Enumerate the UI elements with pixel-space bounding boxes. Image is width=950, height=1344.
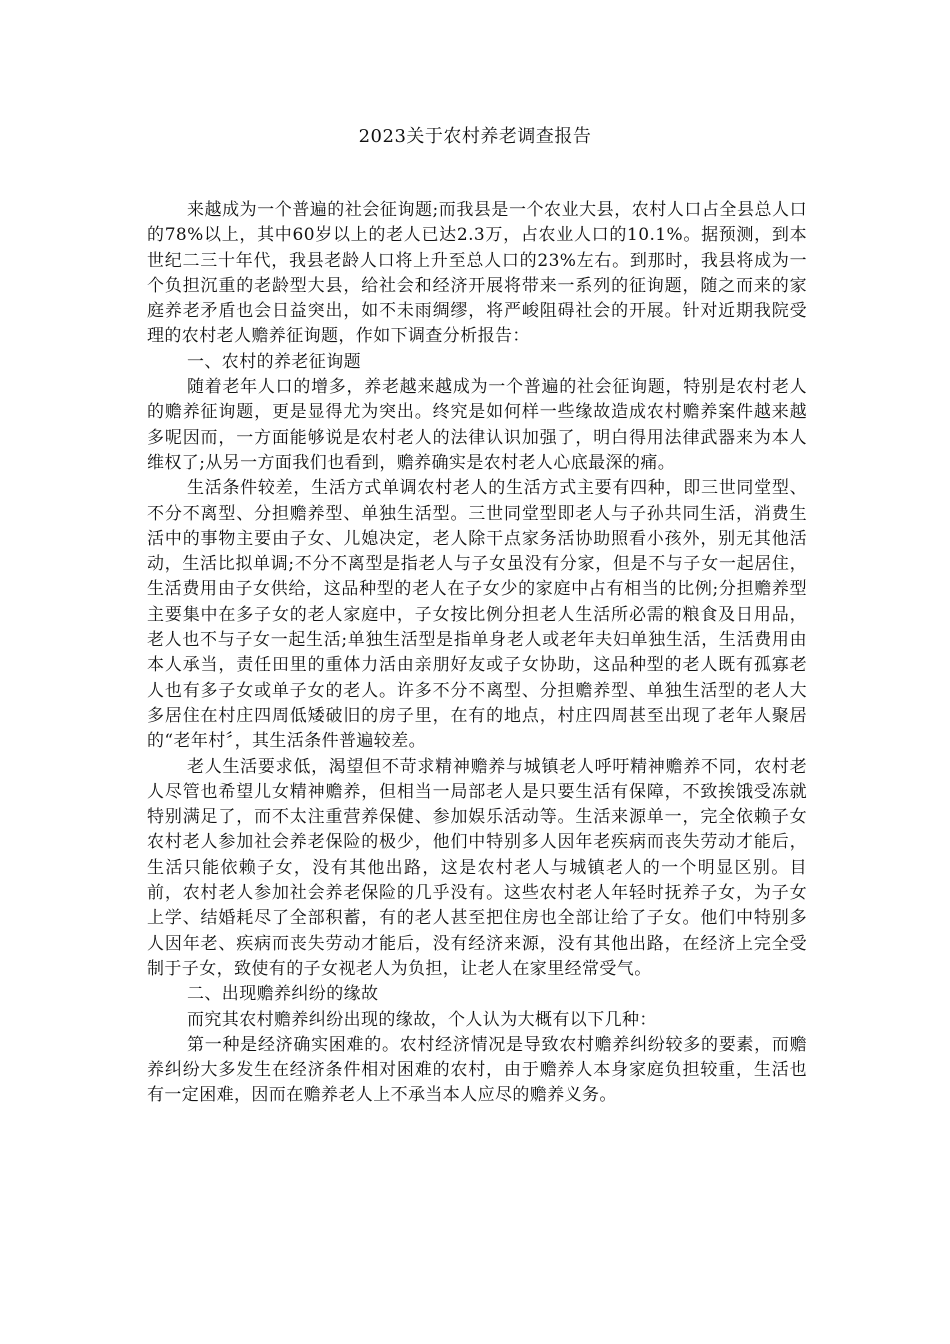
paragraph-low-requirements: 老人生活要求低，渴望但不苛求精神赡养与城镇老人呼吁精神赡养不同，农村老人尽管也希望儿女精神赡养，但相当一局部老人是只要生活有保障，不致挨饿受冻就特别满足了，而不太注重营养保健、参加娱乐活动等。生活来源单一，完全依赖子女农村老人参加社会养老保险的极少，他们中特别多人因年老疾病而丧失劳动才能后，生活只能依赖子女，没有其他出路，这是农村老人与城镇老人的一个明显区别。目前，农村老人参加社会养老保险的几乎没有。这些农村老人年轻时抚养子女，为子女上学、结婚耗尽了全部积蓄，有的老人甚至把住房也全部让给了子女。他们中特别多人因年老、疾病而丧失劳动才能后，没有经济来源，没有其他出路，在经济上完全受制于子女，致使有的子女视老人为负担，让老人在家里经常受气。 — [147, 756, 807, 979]
paragraph-intro: 来越成为一个普遍的社会征询题;而我县是一个农业大县，农村人口占全县总人口的78%以上，其中60岁以上的老人已达2.3万，占农业人口的10.1%。据预测，到本世纪二三十年代，我县老龄人口将上升至总人口的23%左右。到那时，我县将成为一个负担沉重的老龄型大县，给社会和经济开展将带来一系列的征询题，随之而来的家庭养老矛盾也会日益突出，如不未雨绸缪，将严峻阻碍社会的开展。针对近期我院受理的农村老人赡养征询题，作如下调查分析报告： — [147, 200, 807, 347]
paragraph-first-cause: 第一种是经济确实困难的。农村经济情况是导致农村赡养纠纷较多的要素，而赡养纠纷大多发生在经济条件相对困难的农村，由于赡养人本身家庭负担较重，生活也有一定困难，因而在赡养老人上不承当本人应尽的赡养义务。 — [147, 1034, 807, 1106]
document-title: 2023关于农村养老调查报告 — [358, 126, 592, 147]
document-body — [147, 198, 807, 1109]
paragraph-living-conditions: 生活条件较差，生活方式单调农村老人的生活方式主要有四种，即三世同堂型、不分不离型、分担赡养型、单独生活型。三世同堂型即老人与子孙共同生活，消费生活中的事物主要由子女、儿媳决定，老人除干点家务活协助照看小孩外，别无其他活动，生活比拟单调;不分不离型是指老人与子女虽没有分家，但是不与子女一起居住，生活费用由子女供给，这品种型的老人在子女少的家庭中占有相当的比例;分担赡养型主要集中在多子女的老人家庭中，子女按比例分担老人生活所必需的粮食及日用品，老人也不与子女一起生活;单独生活型是指单身老人或老年夫妇单独生活，生活费用由本人承当，责任田里的重体力活由亲朋好友或子女协助，这品种型的老人既有孤寡老人也有多子女或单子女的老人。许多不分不离型、分担赡养型、单独生活型的老人大多居住在村庄四周低矮破旧的房子里，在有的地点，村庄四周甚至出现了老年人聚居的“老年村〞，其生活条件普遍较差。 — [147, 478, 807, 752]
paragraph-elderly-growth: 随着老年人口的增多，养老越来越成为一个普遍的社会征询题，特别是农村老人的赡养征询题，更是显得尤为突出。终究是如何样一些缘故造成农村赡养案件越来越多呢因而，一方面能够说是农村老人的法律认识加强了，明白得用法律武器来为本人维权了;从另一方面我们也看到，赡养确实是农村老人心底最深的痛。 — [147, 377, 807, 473]
section-heading-1: 一、农村的养老征询题 — [187, 351, 361, 372]
paragraph-causes-intro: 而究其农村赡养纠纷出现的缘故，个人认为大概有以下几种： — [187, 1009, 657, 1030]
section-heading-2: 二、出现赡养纠纷的缘故 — [187, 984, 379, 1005]
